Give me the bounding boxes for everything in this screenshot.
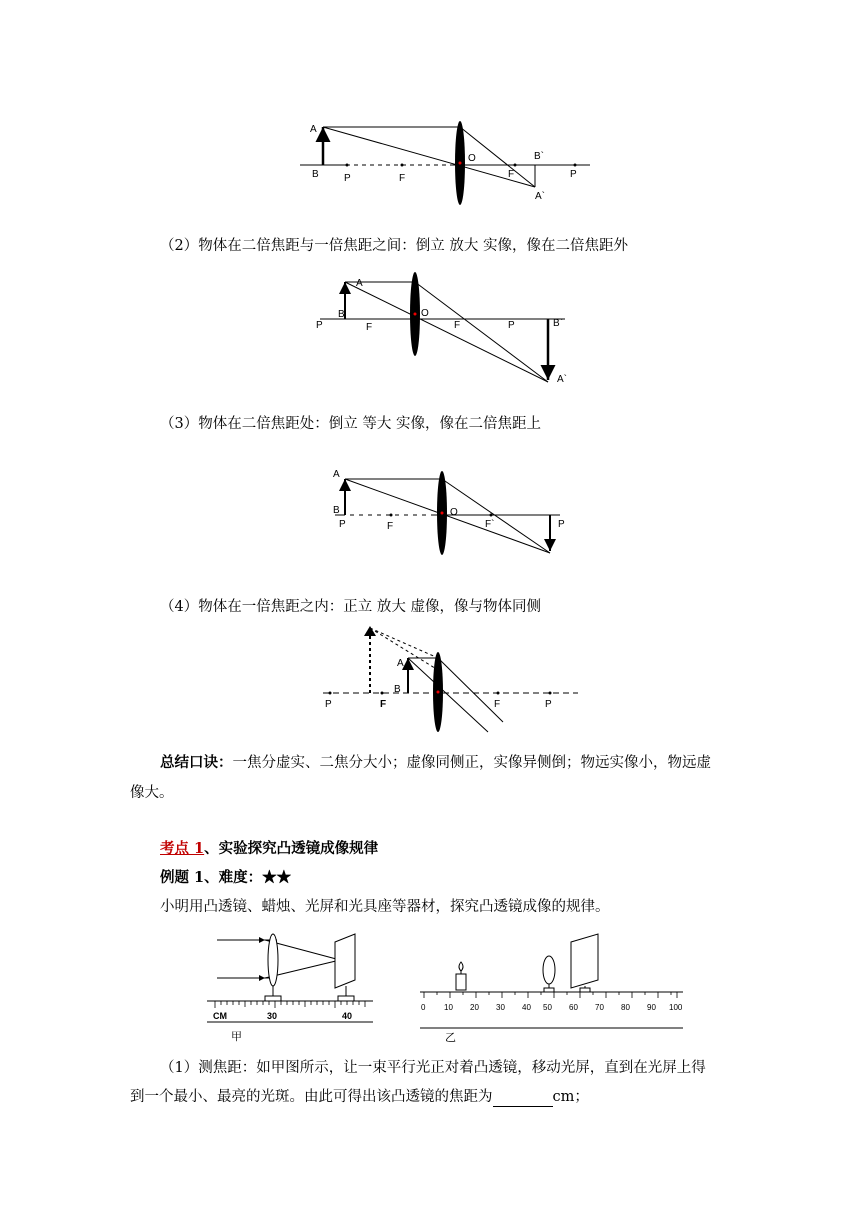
label-F2: F [508, 169, 515, 180]
section-heading [160, 839, 378, 859]
label-F1: F [387, 521, 394, 532]
tick-40: 40 [342, 1011, 353, 1021]
unit-label: CM [213, 1011, 227, 1021]
answer-blank[interactable] [493, 1092, 553, 1107]
label-O: O [421, 308, 429, 319]
question1-line2 [130, 1087, 589, 1107]
summary-label: 总结口诀： [160, 754, 233, 771]
label-B: B [312, 169, 319, 180]
caption-jia: 甲 [231, 1031, 242, 1043]
caption-yi: 乙 [445, 1032, 456, 1044]
tick-10: 10 [444, 1003, 453, 1012]
tick-80: 80 [621, 1003, 630, 1012]
label-P1: P [316, 320, 323, 331]
label-A: A [397, 658, 404, 669]
label-A: A [356, 278, 363, 289]
label-P2: P [558, 519, 565, 530]
ray-diagram-1 [290, 115, 600, 210]
label-F1: F [380, 699, 387, 710]
label-B2: B` [534, 151, 544, 162]
case4-text: （4）物体在一倍焦距之内：正立 放大 虚像，像与物体同侧 [160, 599, 541, 615]
label-B: B [333, 505, 340, 516]
question1-unit: cm； [552, 1089, 589, 1105]
tick-90: 90 [647, 1003, 656, 1012]
label-B: B [394, 684, 401, 695]
label-A2: A` [557, 374, 567, 385]
label-P2: P [570, 169, 577, 180]
section-title: 、实验探究凸透镜成像规律 [204, 840, 379, 857]
label-B2: B` [553, 318, 563, 329]
label-P2: P [545, 699, 552, 710]
label-P1: P [325, 699, 332, 710]
tick-30: 30 [496, 1003, 505, 1012]
label-F2: F` [485, 519, 495, 530]
label-A: A [310, 124, 317, 135]
label-O: O [450, 507, 458, 518]
tick-40: 40 [522, 1003, 531, 1012]
label-B: B [338, 309, 345, 320]
tick-50: 50 [543, 1003, 552, 1012]
tick-20: 20 [470, 1003, 479, 1012]
tick-60: 60 [569, 1003, 578, 1012]
figure-yi [415, 930, 690, 1045]
tick-100: 100 [669, 1003, 683, 1012]
label-F2: F [494, 699, 501, 710]
label-P2: P [508, 320, 515, 331]
label-P1: P [344, 173, 351, 184]
case2-text: （2）物体在二倍焦距与一倍焦距之间：倒立 放大 实像，像在二倍焦距外 [160, 238, 628, 254]
figure-jia [205, 930, 380, 1045]
case3-text: （3）物体在二倍焦距处：倒立 等大 实像，像在二倍焦距上 [160, 416, 541, 432]
tick-30: 30 [267, 1011, 278, 1021]
label-P1: P [339, 519, 346, 530]
question1-text: 到一个最小、最亮的光斑。由此可得出该凸透镜的焦距为 [130, 1089, 493, 1105]
ray-diagram-4 [318, 622, 583, 737]
example-title: 例题 1、难度：★★ [160, 869, 292, 886]
label-F1: F [399, 173, 406, 184]
label-A: A [333, 469, 340, 480]
ray-diagram-3 [325, 465, 575, 560]
summary-line2: 像大。 [130, 785, 174, 801]
question1-line1: （1）测焦距：如甲图所示，让一束平行光正对着凸透镜，移动光屏，直到在光屏上得 [160, 1060, 706, 1076]
label-A2: A` [535, 191, 545, 202]
label-O: O [468, 153, 476, 164]
label-F2: F [454, 320, 461, 331]
summary-text: 一焦分虚实、二焦分大小；虚像同侧正，实像异侧倒；物远实像小，物远虚 [232, 755, 711, 771]
tick-0: 0 [421, 1003, 426, 1012]
section-tag: 考点 1 [160, 840, 205, 857]
tick-70: 70 [595, 1003, 604, 1012]
problem-text: 小明用凸透镜、蜡烛、光屏和光具座等器材，探究凸透镜成像的规律。 [160, 899, 610, 915]
ray-diagram-2 [310, 270, 580, 390]
summary-line1 [160, 753, 711, 773]
label-F1: F [366, 322, 373, 333]
